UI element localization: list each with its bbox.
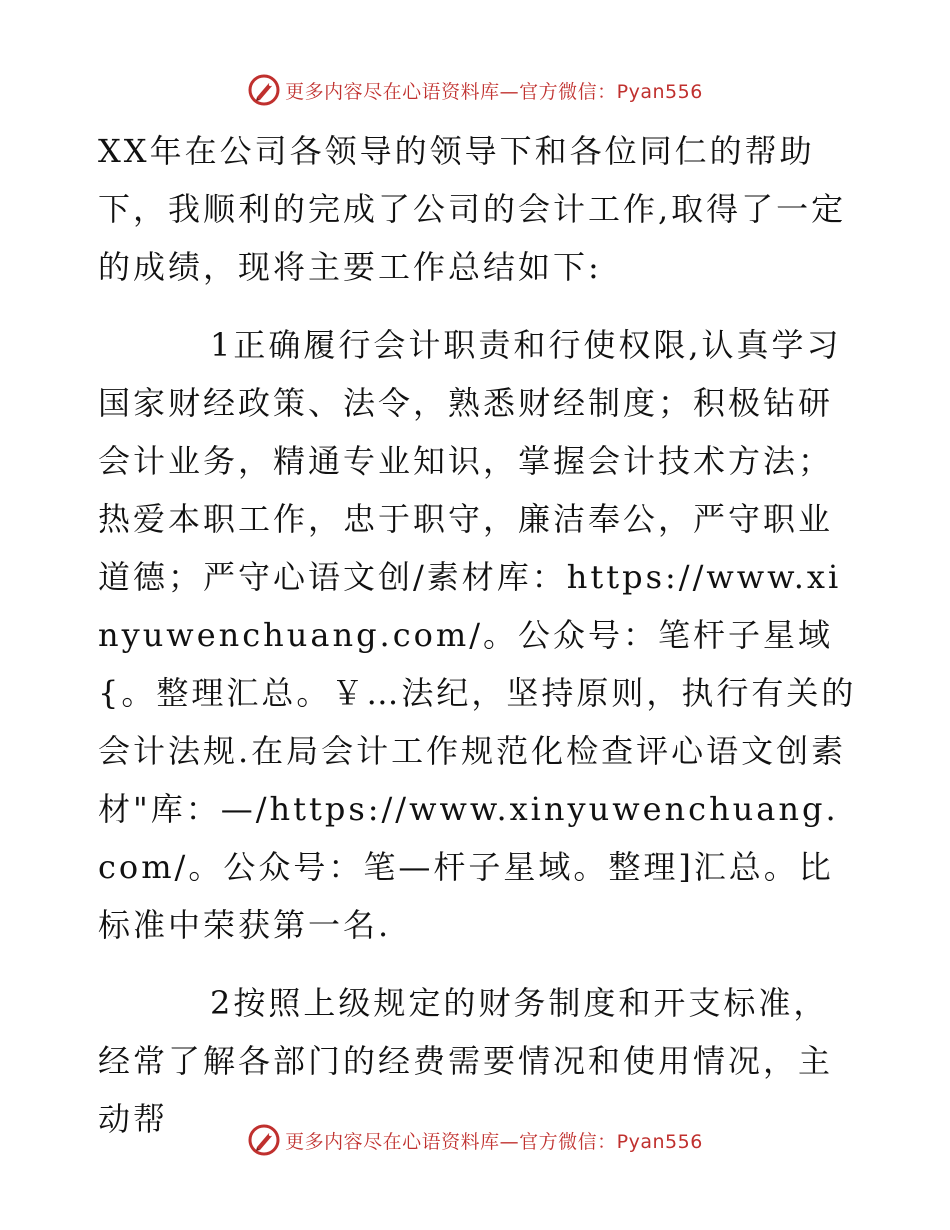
paragraph-item-2: 2按照上级规定的财务制度和开支标准，经常了解各部门的经费需要情况和使用情况，主动帮: [98, 984, 834, 1138]
paragraph-item-1: 1正确履行会计职责和行使权限,认真学习国家财经政策、法令，熟悉财经制度；积极钻研会计业务，精通专业知识，掌握会计技术方法；热爱本职工作，忠于职守，廉洁奉公，严守职业道德；严守心语文创/素材库：https://www.xinyuwenchuang.com/。公众号：笔杆子星域{。整理汇总。￥…法纪，坚持原则，执行有关的会计法规.在局会计工作规范化检查评心语文创素材"库：—/https://www.xinyuwenchuang.com/。公众号：笔—杆子星域。整理]汇总。比标准中荣获第一名.: [98, 326, 857, 944]
pen-nib-logo-icon: [247, 1123, 281, 1157]
document-body: [98, 122, 858, 1148]
header-banner-text: 更多内容尽在心语资料库—官方微信：Pyan556: [285, 80, 703, 103]
header-banner: [0, 70, 950, 110]
footer-banner-text: 更多内容尽在心语资料库—官方微信：Pyan556: [285, 1130, 703, 1153]
pen-nib-logo-icon: [247, 73, 281, 107]
paragraph-intro: XX年在公司各领导的领导下和各位同仁的帮助下，我顺利的完成了公司的会计工作,取得了一定的成绩，现将主要工作总结如下:: [98, 132, 847, 286]
footer-banner: [0, 1120, 950, 1160]
